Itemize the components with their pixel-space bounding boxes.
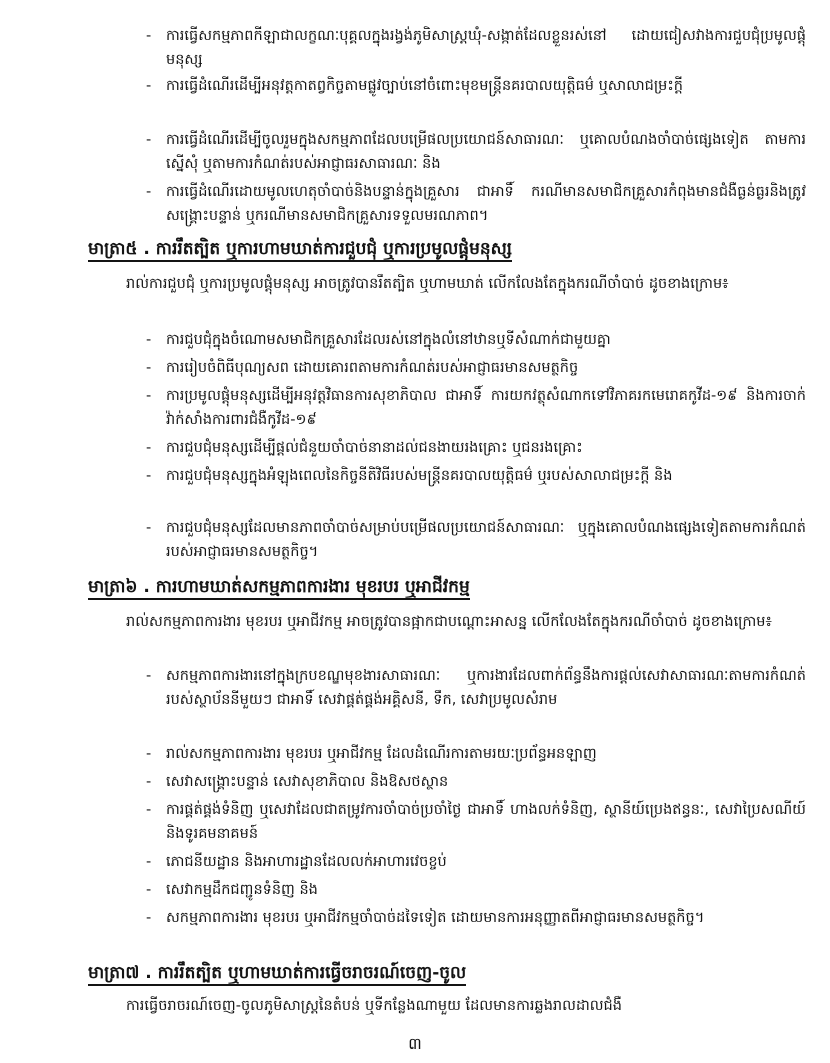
- list-item: [146, 516, 806, 564]
- bullet-dash: -: [146, 468, 152, 484]
- list-item-text: ការរៀបចំពិធីបុណ្យសព ដោយគោរពតាមការកំណត់របស់អាជ្ញាធរមានសមត្ថកិច្ច: [166, 360, 579, 376]
- article-7-intro: ការធ្វើចរាចរណ៍ចេញ-ចូលភូមិសាស្រ្តនៃតំបន់ ឬទីកន្លែងណាមួយ ដែលមានការឆ្លងរាលដាលជំងឺ: [126, 998, 622, 1014]
- page-number: ៣: [408, 1034, 422, 1053]
- bullet-dash: -: [146, 746, 152, 762]
- list-item: [146, 180, 806, 228]
- list-item: [146, 770, 806, 794]
- bullet-dash: -: [146, 132, 152, 148]
- list-item: [146, 906, 806, 930]
- list-item-text: រាល់សកម្មភាពការងារ មុខរបរ ឬអាជីវកម្ម ដែលដំណើរការតាមរយៈប្រព័ន្ធអនឡាញ: [166, 746, 597, 762]
- list-item-text: ការជួបជុំមនុស្សដើម្បីផ្តល់ជំនួយចាំបាច់នានាដល់ជនងាយរងគ្រោះ ឬជនរងគ្រោះ: [166, 440, 583, 456]
- list-item: [146, 464, 806, 488]
- list-item: [146, 878, 806, 902]
- list-item-text: ការធ្វើដំណើរដើម្បីចូលរួមក្នុងសកម្មភាពដែលបម្រើផលប្រយោជន៍សាធារណៈ ឬគោលបំណងចាំបាច់ផ្សេងទៀត តាមការស្នើសុំ ឬតាមការកំណត់របស់អាជ្ញាធរសាធារណៈ និង: [166, 132, 806, 172]
- list-item-text: ការធ្វើសកម្មភាពកីឡាជាលក្ខណៈបុគ្គលក្នុងរង្វង់ភូមិសាស្រ្តឃុំ-សង្កាត់ដែលខ្លួនរស់នៅ ដោយជៀសវាងការជួបជុំប្រមូលផ្តុំមនុស្ស: [166, 28, 806, 68]
- list-item: [146, 850, 806, 874]
- list-item: [146, 356, 806, 380]
- article-5-title: មាត្រា៥ . ការរឹតត្បិត ឬការហាមឃាត់ការជួបជុំ ឬការប្រមូលផ្តុំមនុស្ស: [88, 239, 512, 262]
- list-item-text: ការប្រមូលផ្តុំមនុស្សដើម្បីអនុវត្តវិធានការសុខាភិបាល ជាអាទិ៍ ការយកវត្ថុសំណាកទៅវិភាគរកមេរោគកូវីដ-១៩ និងការចាក់វ៉ាក់សាំងការពារជំងឺកូវីដ-១៩: [166, 388, 806, 428]
- article-6-heading: [88, 574, 808, 600]
- article-5-heading: [88, 236, 808, 262]
- list-item: [146, 664, 806, 712]
- bullet-dash: -: [146, 910, 152, 926]
- list-item-text: ភោជនីយដ្ឋាន និងអាហារដ្ឋានដែលលក់អាហារវេចខ្ចប់: [166, 854, 447, 870]
- list-item: [146, 74, 806, 98]
- list-item-text: ការជួបជុំក្នុងចំណោមសមាជិកគ្រួសារដែលរស់នៅក្នុងលំនៅឋានឬទីសំណាក់ជាមួយគ្នា: [166, 332, 611, 348]
- list-item-text: សេវាកម្មដឹកជញ្ជូនទំនិញ និង: [166, 882, 318, 898]
- list-item-text: ការជួបជុំមនុស្សដែលមានភាពចាំបាច់សម្រាប់បម្រើផលប្រយោជន៍សាធារណៈ ឬក្នុងគោលបំណងផ្សេងទៀតតាមការកំណត់របស់អាជ្ញាធរមានសមត្ថកិច្ច។: [166, 520, 806, 560]
- list-item-text: សេវាសង្គ្រោះបន្ទាន់ សេវាសុខាភិបាល និងឱសថស្ថាន: [166, 774, 449, 790]
- bullet-dash: -: [146, 882, 152, 898]
- bullet-dash: -: [146, 388, 152, 404]
- article-6-title: មាត្រា៦ . ការហាមឃាត់សកម្មភាពការងារ មុខរបរ ឬអាជីវកម្ម: [88, 577, 470, 600]
- list-item: [146, 384, 806, 432]
- article-5-intro: រាល់ការជួបជុំ ឬការប្រមូលផ្តុំមនុស្ស អាចត្រូវបានរឹតត្បិត ឬហាមឃាត់ លើកលែងតែក្នុងករណីចាំបាច់ ដូចខាងក្រោម៖: [126, 276, 729, 292]
- article-7-title: មាត្រា៧ . ការរឹតត្បិត ឬហាមឃាត់ការធ្វើចរាចរណ៍ចេញ-ចូល: [88, 963, 466, 986]
- list-item: [146, 24, 806, 72]
- article-7-heading: [88, 960, 808, 986]
- bullet-dash: -: [146, 360, 152, 376]
- bullet-dash: -: [146, 520, 152, 536]
- list-item-text: ការជួបជុំមនុស្សក្នុងអំឡុងពេលនៃកិច្ចនីតិវិធីរបស់មន្រ្តីនគរបាលយុត្តិធម៌ ឬរបស់សាលាជម្រះក្តី និង: [166, 468, 673, 484]
- list-item-text: ការធ្វើដំណើរដោយមូលហេតុចាំបាច់និងបន្ទាន់ក្នុងគ្រួសារ ជាអាទិ៍ ករណីមានសមាជិកគ្រួសារកំពុងមានជំងឺធ្ងន់ធ្ងរនិងត្រូវសង្គ្រោះបន្ទាន់ ឬករណីមានសមាជិកគ្រួសារទទួលមរណភាព។: [166, 184, 806, 224]
- list-item: [146, 328, 806, 352]
- bullet-dash: -: [146, 774, 152, 790]
- list-item: [146, 742, 806, 766]
- bullet-dash: -: [146, 78, 152, 94]
- list-item-text: សកម្មភាពការងារ មុខរបរ ឬអាជីវកម្មចាំបាច់ដទៃទៀត ដោយមានការអនុញ្ញាតពីអាជ្ញាធរមានសមត្ថកិច្ច។: [166, 910, 705, 926]
- article-6-intro: រាល់សកម្មភាពការងារ មុខរបរ ឬអាជីវកម្ម អាចត្រូវបានផ្អាកជាបណ្តោះអាសន្ន លើកលែងតែក្នុងករណីចាំបាច់ ដូចខាងក្រោម៖: [126, 614, 772, 630]
- bullet-dash: -: [146, 854, 152, 870]
- list-item-text: សកម្មភាពការងារនៅក្នុងក្របខណ្ឌមុខងារសាធារណៈ ឬការងារដែលពាក់ព័ន្ធនឹងការផ្តល់សេវាសាធារណៈតាមការកំណត់របស់ស្ថាប័ននីមួយៗ ជាអាទិ៍ សេវាផ្គត់ផ្គង់អគ្គិសនី, ទឹក, សេវាប្រមូលសំរាម: [166, 668, 806, 708]
- list-item: [146, 436, 806, 460]
- bullet-dash: -: [146, 28, 152, 44]
- bullet-dash: -: [146, 802, 152, 818]
- list-item: [146, 798, 806, 846]
- list-item-text: ការធ្វើដំណើរដើម្បីអនុវត្តកាតព្វកិច្ចតាមផ្លូវច្បាប់នៅចំពោះមុខមន្រ្តីនគរបាលយុត្តិធម៌ ឬសាលាជម្រះក្តី: [166, 78, 683, 94]
- bullet-dash: -: [146, 440, 152, 456]
- list-item: [146, 128, 806, 176]
- bullet-dash: -: [146, 668, 152, 684]
- list-item-text: ការផ្គត់ផ្គង់ទំនិញ ឬសេវាដែលជាតម្រូវការចាំបាច់ប្រចាំថ្ងៃ ជាអាទិ៍ ហាងលក់ទំនិញ, ស្ថានីយ៍ប្រេងឥន្ធនៈ, សេវាប្រៃសណីយ៍ និងទូរគមនាគមន៍: [166, 802, 806, 842]
- bullet-dash: -: [146, 332, 152, 348]
- bullet-dash: -: [146, 184, 152, 200]
